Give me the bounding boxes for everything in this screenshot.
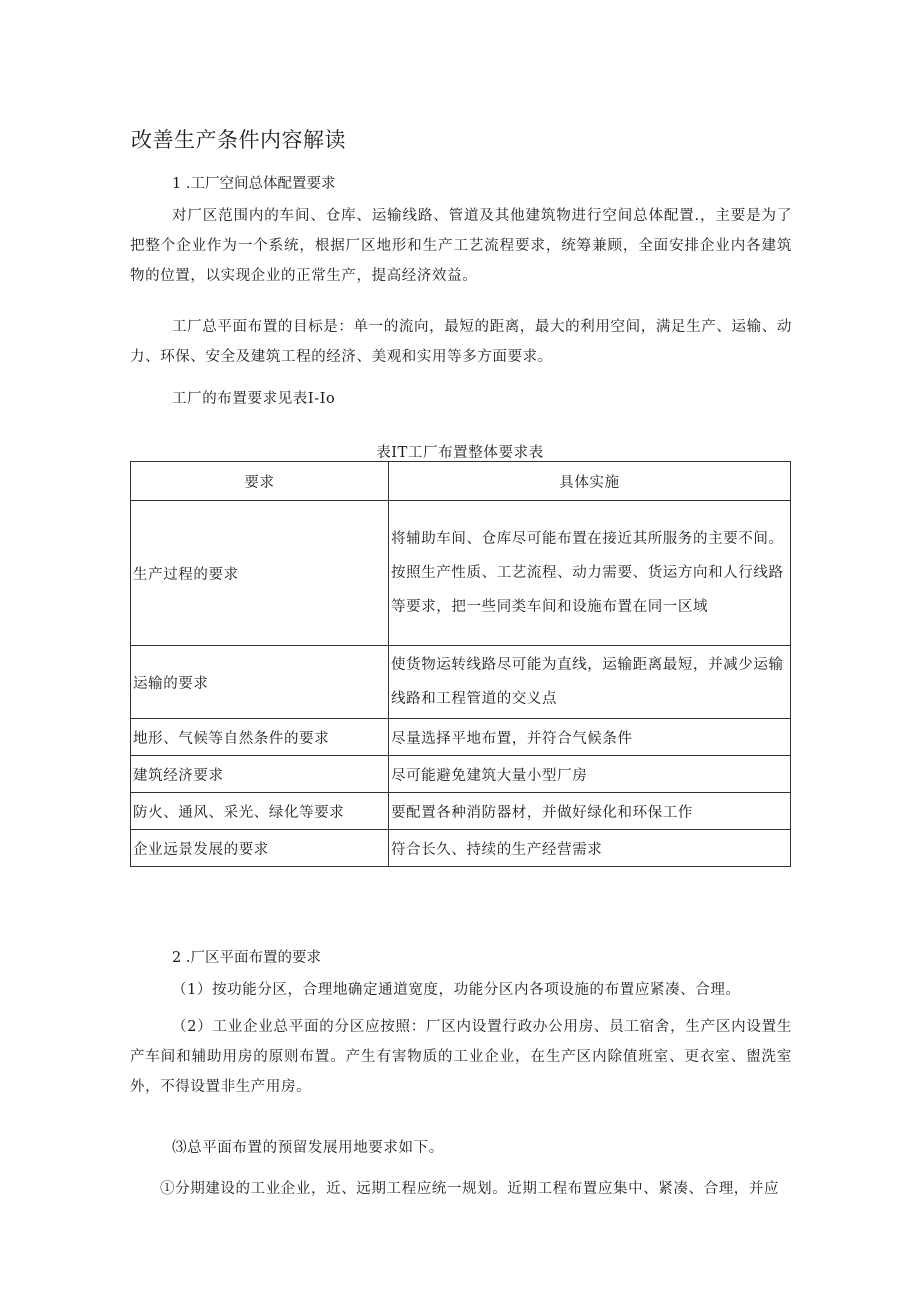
requirements-table bbox=[130, 461, 791, 867]
table-row bbox=[131, 830, 791, 867]
cell-implementation: 使货物运转线路尽可能为直线，运输距离最短，并减少运输线路和工程管道的交义点 bbox=[389, 646, 791, 719]
cell-implementation: 尽可能避免建筑大量小型厂房 bbox=[389, 756, 791, 793]
header-requirement: 要求 bbox=[131, 462, 389, 501]
section-2-paragraph-3: ⑶总平面布置的预留发展用地要求如下。 bbox=[172, 1140, 444, 1156]
table-row bbox=[131, 501, 791, 646]
section-2-paragraph-2: （2）工业企业总平面的分区应按照：厂区内设置行政办公用房、员工宿舍，生产区内设置生产车间和辅助用房的原则布置。产生有害物质的工业企业，在生产区内除值班室、更衣室、盥洗室外，不得设置非生产用房。 bbox=[130, 1019, 792, 1095]
section-2-paragraph-1: （1）按功能分区，合理地确定通道宽度，功能分区内各项设施的布置应紧凑、合理。 bbox=[172, 982, 741, 998]
cell-implementation: 尽量选择平地布置，并符合气候条件 bbox=[389, 719, 791, 756]
section-1-heading: 1 .工厂空间总体配置要求 bbox=[172, 176, 336, 192]
table-row bbox=[131, 646, 791, 719]
table-row bbox=[131, 793, 791, 830]
cell-implementation: 符合长久、持续的生产经营需求 bbox=[389, 830, 791, 867]
table-row bbox=[131, 719, 791, 756]
cell-requirement: 企业远景发展的要求 bbox=[131, 830, 389, 867]
table-caption: 表IT工厂布置整体要求表 bbox=[376, 445, 544, 461]
cell-requirement: 地形、气候等自然条件的要求 bbox=[131, 719, 389, 756]
cell-requirement: 运输的要求 bbox=[131, 646, 389, 719]
header-implementation: 具体实施 bbox=[389, 462, 791, 501]
cell-requirement: 生产过程的要求 bbox=[131, 501, 389, 646]
section-1-paragraph-2: 工厂总平面布置的目标是：单一的流向，最短的距离，最大的利用空间，满足生产、运输、动力、环保、安全及建筑工程的经济、美观和实用等多方面要求。 bbox=[130, 319, 792, 365]
table-row bbox=[131, 756, 791, 793]
cell-implementation: 将辅助车间、仓库尽可能布置在接近其所服务的主要不间。按照生产性质、工艺流程、动力需要、货运方向和人行线路等要求，把一些同类车间和设施布置在同一区域 bbox=[389, 501, 791, 646]
section-1-paragraph-1: 对厂区范围内的车间、仓库、运输线路、管道及其他建筑物进行空间总体配置.，主要是为了把整个企业作为一个系统，根据厂区地形和生产工艺流程要求，统筹兼顾，全面安排企业内各建筑物的位置，以实现企业的正常生产，提高经济效益。 bbox=[130, 208, 792, 284]
section-2-paragraph-4: ①分期建设的工业企业，近、远期工程应统一规划。近期工程布置应集中、紧凑、合理，并应 bbox=[160, 1181, 780, 1197]
cell-implementation: 要配置各种消防器材，并做好绿化和环保工作 bbox=[389, 793, 791, 830]
cell-requirement: 建筑经济要求 bbox=[131, 756, 389, 793]
section-2-heading: 2 .厂区平面布置的要求 bbox=[172, 950, 321, 966]
table-reference-line: 工厂的布置要求见表I-Io bbox=[172, 391, 336, 407]
cell-requirement: 防火、通风、采光、绿化等要求 bbox=[131, 793, 389, 830]
document-title: 改善生产条件内容解读 bbox=[131, 128, 346, 152]
table-header-row bbox=[131, 462, 791, 501]
